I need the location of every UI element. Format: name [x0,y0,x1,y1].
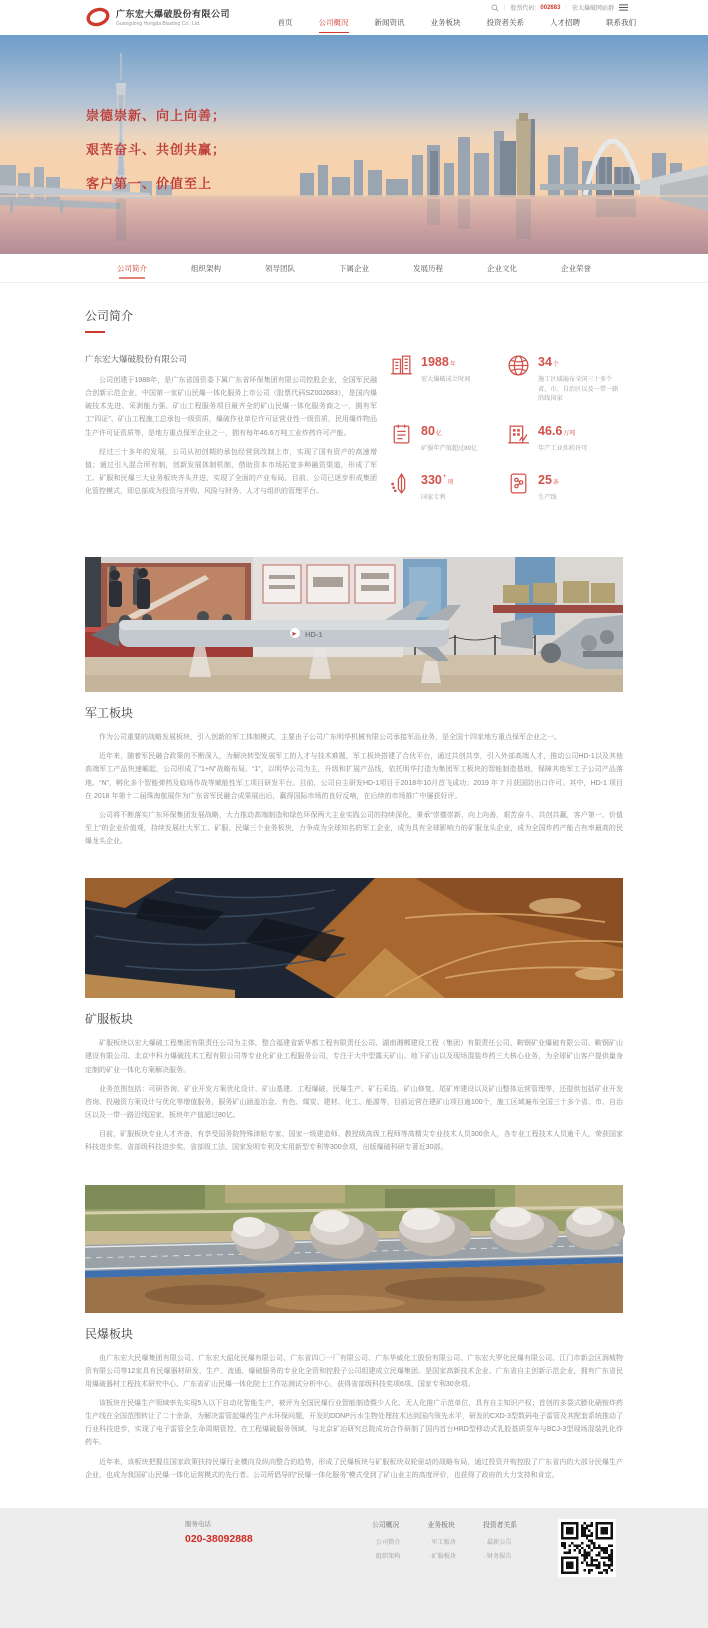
stat-output [389,422,506,454]
divider: | [503,4,506,11]
intro-paragraph: 经过三十多年的发展，公司从初创期的承包经营到改制上市，实现了国有资产的高速增值；通过引入混合所有制，创新发展体制机制，借助资本市场拓宽多种融资渠道，形成了军工、矿服和民爆三大业务板块齐头并进，实现了全面的产业布局。目前，公司已逐步形成集团化管控模式，即总部成为投资与并购、风险与财务、人才与组织的管理平台。 [85,448,377,496]
site-group-link[interactable]: 宏大爆破网站群 [571,6,614,12]
svg-text:➤: ➤ [291,631,297,639]
hero-slogan-line: 艰苦奋斗、共创共赢； [86,142,227,157]
stat-unit: 条 [552,480,559,487]
section-paragraph: 近年来，随着军民融合政策的不断深入，为解决转型发展军工的人才与技术难题，军工板块搭建了合伙平台，通过共创共享，引入外部高端人才，推动公司HD-1以及其他高端军工产品快速崛起，公司形成了“1+N”战略布局。“1”，以明华公司为主，升级和扩展产品线，依托明华打造为集团军工板块的智能制造基地，保障其他军工子公司产品落地。“N”，孵化多个智能弹药及临场作战等赋能性军工项目研发平台。目前，公司自主研发HD-1项目于2018年10月首飞成功；2019 年 7 月获国防出口许可。其中，HD-1 项目在 2018 年第十二届珠海航展作为广东省军民融合成果展出后，赢得国际市场的良好反响，在后续的市场推广中屡获好评。 [85,753,623,800]
tab-item[interactable]: 领导团队 [265,263,295,273]
stats-grid [389,353,623,521]
footer-col-business [428,1519,457,1577]
footer-link[interactable]: · 最新公告 [483,1537,517,1546]
menu-icon[interactable] [619,4,628,11]
highway-blasting-image [85,1185,623,1313]
section-paragraph: 近年来，该板块把握住国家政策扶持民爆行业横向及纵向整合的趋势，形成了民爆板块与矿服板块双轮驱动的战略布局，通过投资并购控股了广东省内的大部分民爆生产企业，也成为我国矿山民爆一体化运营模式的先行者。公司所倡导的“民爆一体化服务”模式受到了矿山业主的高度评价，也获得了政府的大力支持和肯定。 [85,1458,623,1479]
logo-subtitle: Guangdong Hongda Blasting Co., Ltd. [116,21,201,27]
company-logo[interactable] [86,5,230,29]
hero-banner [0,35,708,254]
footer-col-title: 投资者关系 [483,1521,518,1529]
page-title: 公司简介 [85,309,134,323]
globe-icon [506,353,531,378]
stat-unit: 年 [449,362,456,368]
nav-item[interactable]: 人才招聘 [550,18,580,27]
section-paragraph: 目前，矿服板块专业人才齐备，有享受国务院特殊津贴专家、国家一级建造师、教授级高级工程师等高精尖专业技术人员300余人，各专业工程技术人员逾千人，荣获国家科技进步奖、省部级科技进步奖、省部级工法、国家发明专利及实用新型专利等300余项，出版爆破科研专著近30部。 [85,1131,623,1152]
report-icon [389,422,414,447]
section-tabbar [0,254,708,283]
stat-desc: 矿服年产值超过80亿 [421,444,478,452]
nav-item[interactable]: 新闻资讯 [374,18,405,27]
tab-item[interactable]: 组织架构 [191,263,221,273]
footer-col-title: 业务板块 [427,1521,455,1529]
stat-value: 25 [538,473,552,488]
section-title: 矿服板块 [85,1012,134,1027]
nav-item[interactable]: 首页 [277,18,293,27]
stat-founded [389,353,506,404]
footer-link[interactable]: · 公司简介 [372,1537,401,1546]
logo-title: 广东宏大爆破股份有限公司 [116,9,231,19]
section-title: 民爆板块 [85,1326,134,1341]
page-header [0,0,708,35]
tab-item[interactable]: 企业文化 [487,263,517,273]
hero-slogan-line: 客户第一、价值至上 [86,176,213,191]
stat-desc: 施工区域遍布全国三十多个省、市、自治区以及一带一路沿线国家 [538,376,619,403]
footer-link[interactable]: · 军工板块 [428,1537,457,1546]
tab-item[interactable]: 下属企业 [339,263,369,273]
hero-slogan-line: 崇德崇新、向上向善； [86,108,227,123]
utility-bar [491,3,628,12]
section-paragraph: 由广东宏大民爆集团有限公司、广东宏大韶化民爆有限公司、广东省四〇一厂有限公司、广东华威化工股份有限公司、广东宏大罗化民爆有限公司、江门市新会区润城物资有限公司等12家具有民爆器材研发、生产、流通、爆破服务的专业化全资和控股子公司组建成立民爆集团。是国家高新技术企业、广东省自主创新示范企业，拥有广东省民用爆破器材工程技术研究中心、广东省矿山民爆一体化院士工作站测试分析中心，获得省部级科技奖项6项、国家专利30余项。 [85,1354,623,1388]
tab-item[interactable]: 企业荣誉 [561,263,591,273]
building-icon [389,353,414,378]
footer-link[interactable]: · 财务报告 [483,1551,517,1560]
stat-capacity [506,422,623,454]
section-paragraph: 矿服板块以宏大爆破工程集团有限责任公司为主体，整合福建省新华都工程有限责任公司、湖南湘郴建设工程（集团）有限责任公司、鞍钢矿业爆破有限公司、鞍钢矿山建设有限公司、北京中科力爆破技术工程有限公司等专业化矿业工程服务公司，专注于大中型露天矿山、地下矿山以及现场混装炸药三大核心业务，为全球矿山客户提供量身定制的矿业一体化方案解决服务。 [85,1040,623,1074]
main-navigation [252,17,637,33]
stat-regions [506,353,623,404]
service-phone-block [185,1519,372,1577]
section-paragraph: 业务范围包括：可研咨询、矿业开发方案优化设计、矿山基建、工程爆破、民爆生产、矿石采选、矿山修复、尾矿库建设以及矿山整体运营管理等，还提供包括矿业开发咨询、投融资方案设计与优化等增值服务，服务矿山涵盖冶金、有色、煤炭、建材、化工、能源等，目前运营在建矿山项目逾100个，施工区域遍布全国三十多个省、市、自治区以及一带一路沿线国家，板块年产值超过80亿。 [85,1085,623,1120]
intro-text [85,353,377,521]
stat-value: 34 [538,355,552,369]
stat-unit: 项 [447,480,454,487]
stat-production-lines [506,471,623,503]
stat-plus: + [442,474,447,481]
phone-number: 020-38092888 [185,1532,253,1545]
stat-value: 46.6 [538,423,563,438]
stat-unit: 个 [552,362,559,368]
mining-section [85,1010,623,1154]
qr-code [558,1519,616,1577]
nav-item[interactable]: 投资者关系 [486,18,524,27]
title-accent-line [85,331,105,333]
stat-desc: 年产工业炸药许可 [538,444,588,452]
section-paragraph: 该板块在民爆生产领域率先实现5人以下自动化智能生产，被评为全国民爆行业智能制造暨少人化、无人化推广示范单位，具有自主知识产权；首创的多袋式膨化硝铵炸药生产线在全国范围转让了二十余条，为解决雷管起爆药生产水环保问题，开发的DDNP污水生物处理技术达到国内领先水平，研发的CXD-3型数码电子雷管及其配套系统推动了行业科技进步，实现了电子雷管全生命周期管控，在工程爆破服务领域，与北京矿冶研究总院成功合作研制了国内首台HRD型移动式乳胶基质泵车与BCJ-3型现场混装乳化炸药车。 [85,1400,623,1447]
footer-link[interactable]: · 组织架构 [372,1551,401,1560]
hero-slogans [86,105,226,207]
open-pit-mine-image [85,878,623,998]
nav-item[interactable]: 联系我们 [606,18,636,27]
nav-item[interactable]: 公司概况 [319,17,349,33]
production-line-icon [506,471,531,496]
stat-value: 80 [421,423,435,438]
patent-icon [389,471,414,496]
stat-unit: 万吨 [563,430,576,437]
section-paragraph: 公司将不断落实广东环保集团发展战略，大力推动高端制造和绿色环保两大主业实践公司的持续深化，秉承“崇德崇新、向上向善，艰苦奋斗、共创共赢，客户第一、价值至上”的企业价值观，持续发展壮大军工、矿服、民爆三个业务板块，力争成为全球知名的军工企业，成为具有全球影响力的矿服龙头企业，成为全国炸药产能占有率最高的民爆龙头企业。 [85,811,623,846]
tab-item[interactable]: 公司简介 [117,254,147,282]
stat-desc: 宏大爆破成立时间 [421,376,471,383]
nav-item[interactable]: 业务板块 [430,18,461,27]
section-title: 军工板块 [85,706,134,721]
stat-unit: 亿 [435,430,442,437]
factory-icon [506,422,531,447]
logo-icon [86,5,110,29]
divider: | [565,4,567,11]
search-icon[interactable] [491,4,499,12]
intro-paragraph: 公司创建于1988年，是广东省国资委下属广东省环保集团有限公司控股企业，全国军民融合创新示范企业，中国第一家矿山民爆一体化服务上市公司（股票代码SZ002683），是国内爆破技术先进、采剥能力强、矿山工程服务项目最齐全的矿山民爆一体化服务商之一，拥有军工“四证”、矿山工程施工总承包一级资质，爆破作业单位许可证营业性一级资质，民用爆炸物品生产许可证资质等，是地方重点保军企业之一，拥有每年46.6万吨工业炸药许可产能。 [85,377,377,437]
stat-patents [389,471,506,503]
military-exhibition-image [85,557,623,692]
military-section [85,704,623,848]
company-name: 广东宏大爆破股份有限公司 [85,354,188,364]
stat-value: 330 [421,473,442,488]
section-paragraph: 作为公司重要的战略发展板块，引入创新的军工体制模式，主要由子公司广东明华机械有限公司承接军品业务，是全国十四家地方重点保军企业之一。 [99,734,561,742]
civil-blasting-section [85,1325,623,1482]
stock-code-label: 股票代码： [510,6,541,12]
stock-code-value: 002683 [540,4,561,11]
tab-item[interactable]: 发展历程 [413,263,443,273]
stat-value: 1988 [421,355,449,369]
svg-text:HD-1: HD-1 [305,630,323,640]
phone-label: 服务电话 [185,1520,211,1528]
footer-col-company [372,1519,401,1577]
page-footer [0,1508,708,1628]
footer-col-investor [483,1519,517,1577]
company-intro-section [85,283,623,521]
stat-desc: 生产线 [538,494,557,502]
footer-link[interactable]: · 矿服板块 [428,1551,457,1560]
stat-desc: 国家专利 [421,494,446,502]
footer-col-title: 公司概况 [372,1521,400,1529]
